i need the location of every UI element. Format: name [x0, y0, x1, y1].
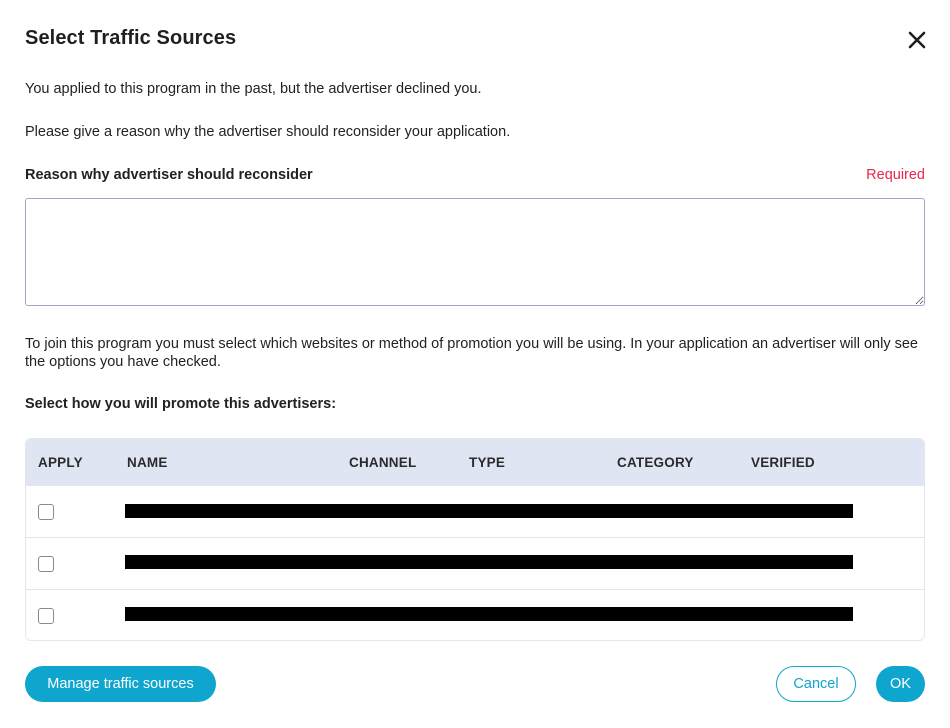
- manage-traffic-sources-button[interactable]: Manage traffic sources: [25, 666, 216, 702]
- apply-checkbox[interactable]: [38, 556, 54, 572]
- column-header-apply: APPLY: [38, 455, 83, 470]
- table-row: [26, 485, 924, 537]
- column-header-category: CATEGORY: [617, 455, 694, 470]
- table-row: [26, 589, 924, 641]
- promote-label: Select how you will promote this advertisers:: [25, 396, 337, 412]
- column-header-channel: CHANNEL: [349, 455, 417, 470]
- column-header-name: NAME: [127, 455, 168, 470]
- column-header-type: TYPE: [469, 455, 506, 470]
- close-icon: [903, 26, 931, 54]
- close-button[interactable]: [903, 26, 931, 54]
- traffic-sources-table: [25, 438, 925, 641]
- redacted-row-content: [125, 555, 853, 569]
- join-instructions: To join this program you must select which websites or method of promotion you will be using. In your application an advertiser will only see the options you have checked.: [25, 336, 918, 370]
- reason-instruction: Please give a reason why the advertiser should reconsider your application.: [25, 124, 511, 140]
- required-indicator: Required: [866, 167, 925, 183]
- dialog-title: Select Traffic Sources: [25, 27, 237, 49]
- redacted-row-content: [125, 504, 853, 518]
- redacted-row-content: [125, 607, 853, 621]
- reason-label: Reason why advertiser should reconsider: [25, 167, 313, 183]
- declined-message: You applied to this program in the past, but the advertiser declined you.: [25, 81, 482, 97]
- column-header-verified: VERIFIED: [751, 455, 815, 470]
- cancel-button[interactable]: Cancel: [776, 666, 856, 702]
- reason-textarea[interactable]: [25, 198, 925, 306]
- apply-checkbox[interactable]: [38, 608, 54, 624]
- table-header: [26, 439, 924, 485]
- ok-button[interactable]: OK: [876, 666, 925, 702]
- apply-checkbox[interactable]: [38, 504, 54, 520]
- table-row: [26, 537, 924, 589]
